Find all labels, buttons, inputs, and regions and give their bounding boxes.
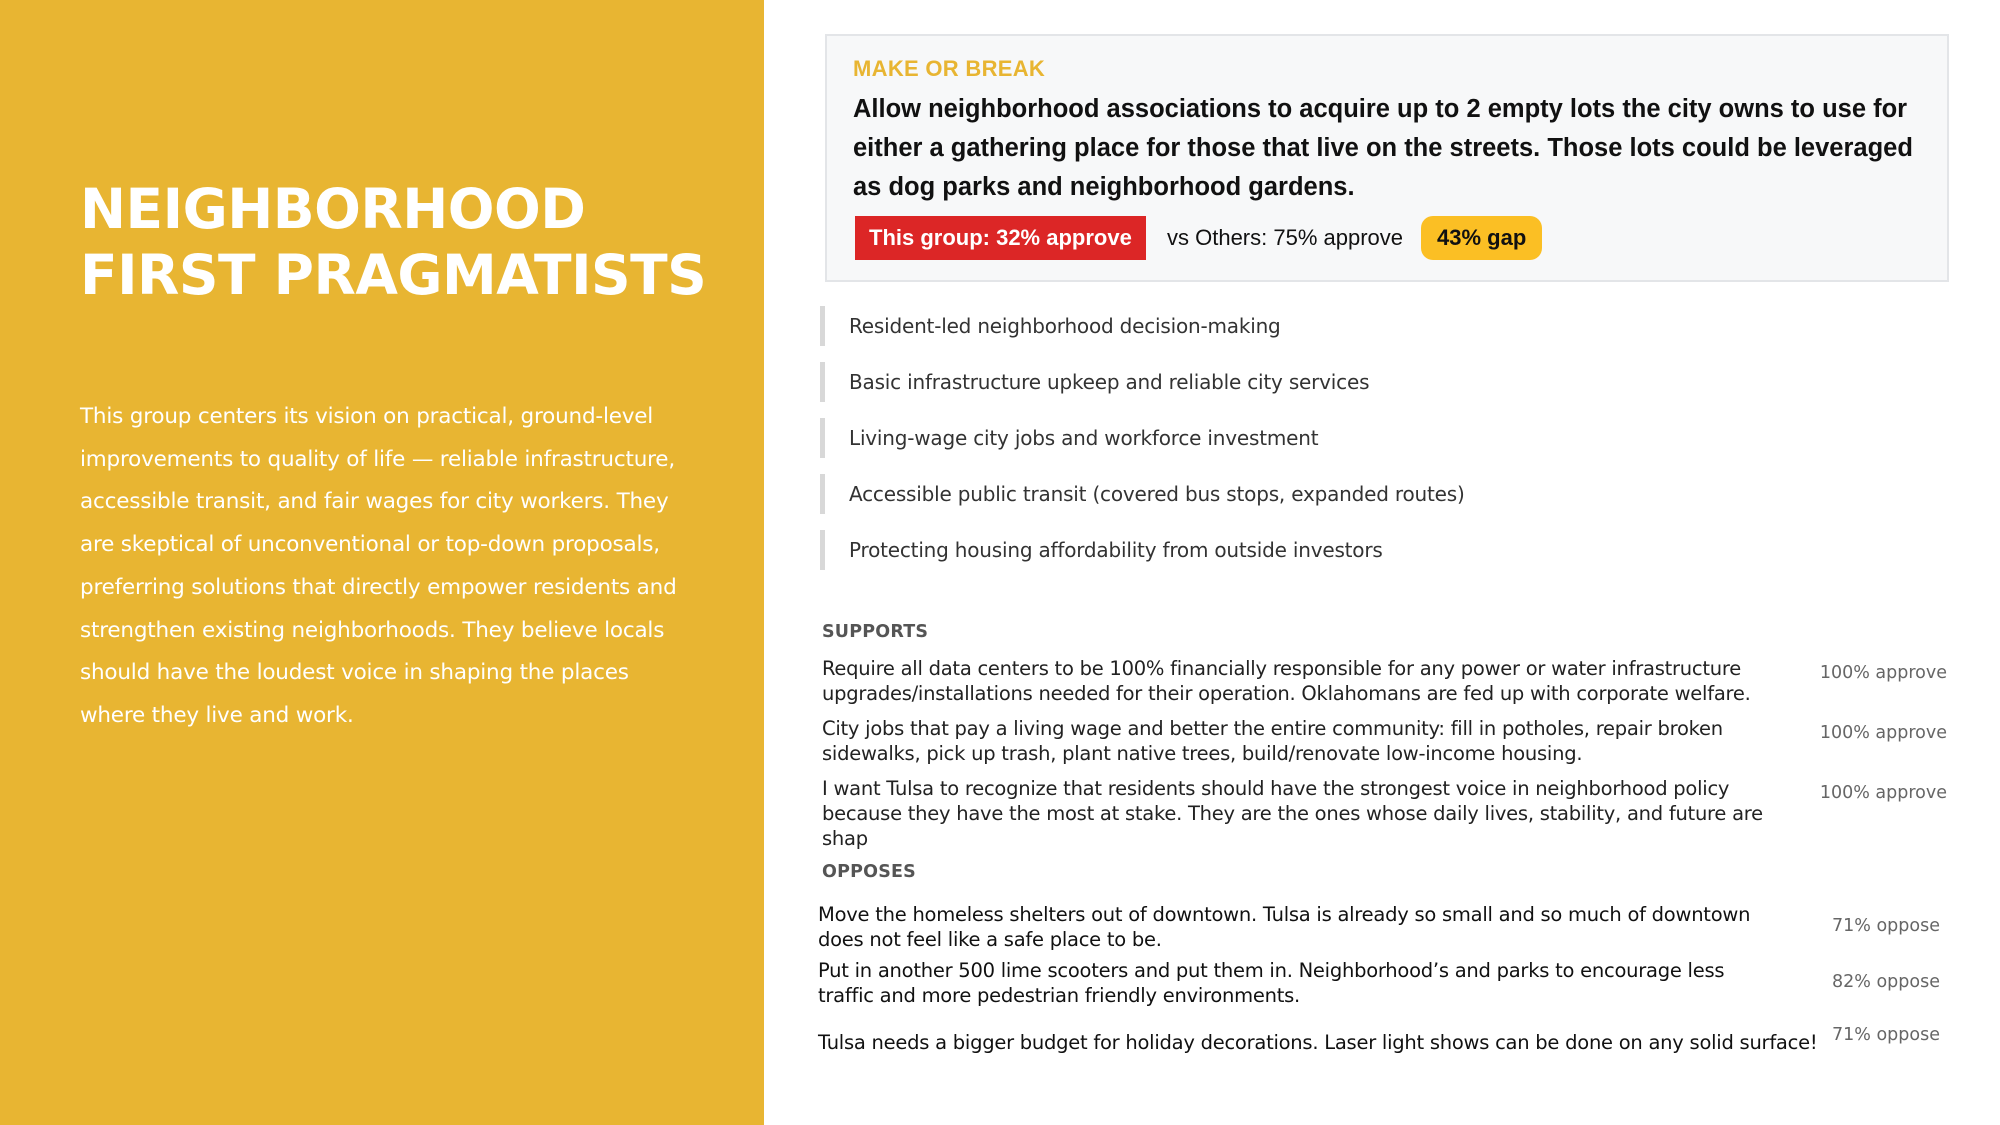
priority-item: Accessible public transit (covered bus stops, expanded routes) — [820, 474, 1920, 514]
opposes-item-text: Move the homeless shelters out of downtown. Tulsa is already so small and so much of downtown does not feel like a safe place to be. — [818, 903, 1751, 951]
callout-text: Allow neighborhood associations to acquire up to 2 empty lots the city owns to use for either a gathering place for those that live on the streets. Those lots could be leveraged as dog parks and neighborhood gardens. — [853, 95, 1913, 201]
title-line-2: FIRST PRAGMATISTS — [80, 243, 707, 307]
title-line-1: NEIGHBORHOOD — [80, 177, 586, 241]
priorities-list — [820, 306, 1920, 586]
supports-item-text: City jobs that pay a living wage and better the entire community: fill in potholes, repair broken sidewalks, pick up trash, plant native trees, build/renovate low-income housing. — [822, 717, 1723, 765]
priority-item: Resident-led neighborhood decision-making — [820, 306, 1920, 346]
gap-badge: 43% gap — [1421, 216, 1542, 260]
supports-item-pct: 100% approve — [1819, 723, 1947, 743]
make-or-break-callout — [825, 34, 1949, 282]
priority-item: Living-wage city jobs and workforce investment — [820, 418, 1920, 458]
supports-item-text: I want Tulsa to recognize that residents should have the strongest voice in neighborhood policy because they have the most at stake. They are the ones whose daily lives, stability, and future are shap — [822, 777, 1763, 850]
opposes-item-text: Put in another 500 lime scooters and put them in. Neighborhood’s and parks to encourage less traffic and more pedestrian friendly environments. — [818, 959, 1725, 1007]
opposes-item-pct: 71% oppose — [1832, 916, 1940, 936]
opposes-item-pct: 71% oppose — [1832, 1025, 1940, 1045]
page-title — [80, 176, 720, 308]
supports-item-text: Require all data centers to be 100% financially responsible for any power or water infrastructure upgrades/installations needed for their operation. Oklahomans are fed up with corporate welfare. — [822, 657, 1751, 705]
group-approval-badge: This group: 32% approve — [855, 216, 1146, 260]
opposes-item-text: Tulsa needs a bigger budget for holiday decorations. Laser light shows can be done on any solid surface! — [818, 1031, 1818, 1054]
supports-item-pct: 100% approve — [1819, 783, 1947, 803]
others-approval-text: vs Others: 75% approve — [1167, 225, 1404, 250]
opposes-heading: OPPOSES — [822, 862, 916, 882]
group-description: This group centers its vision on practical, ground-level improvements to quality of life — reliable infrastructure, accessible transit, and fair wages for city workers. They are skeptical of unconventional or top-down proposals, preferring solutions that directly empower residents and strengthen existing neighborhoods. They believe locals should have the loudest voice in shaping the places where they live and work. — [80, 404, 677, 728]
left-panel — [0, 0, 764, 1125]
opposes-item-pct: 82% oppose — [1832, 972, 1940, 992]
priority-item: Basic infrastructure upkeep and reliable city services — [820, 362, 1920, 402]
priority-item: Protecting housing affordability from outside investors — [820, 530, 1920, 570]
callout-label: MAKE OR BREAK — [853, 56, 1046, 81]
supports-heading: SUPPORTS — [822, 622, 929, 642]
supports-item-pct: 100% approve — [1819, 663, 1947, 683]
